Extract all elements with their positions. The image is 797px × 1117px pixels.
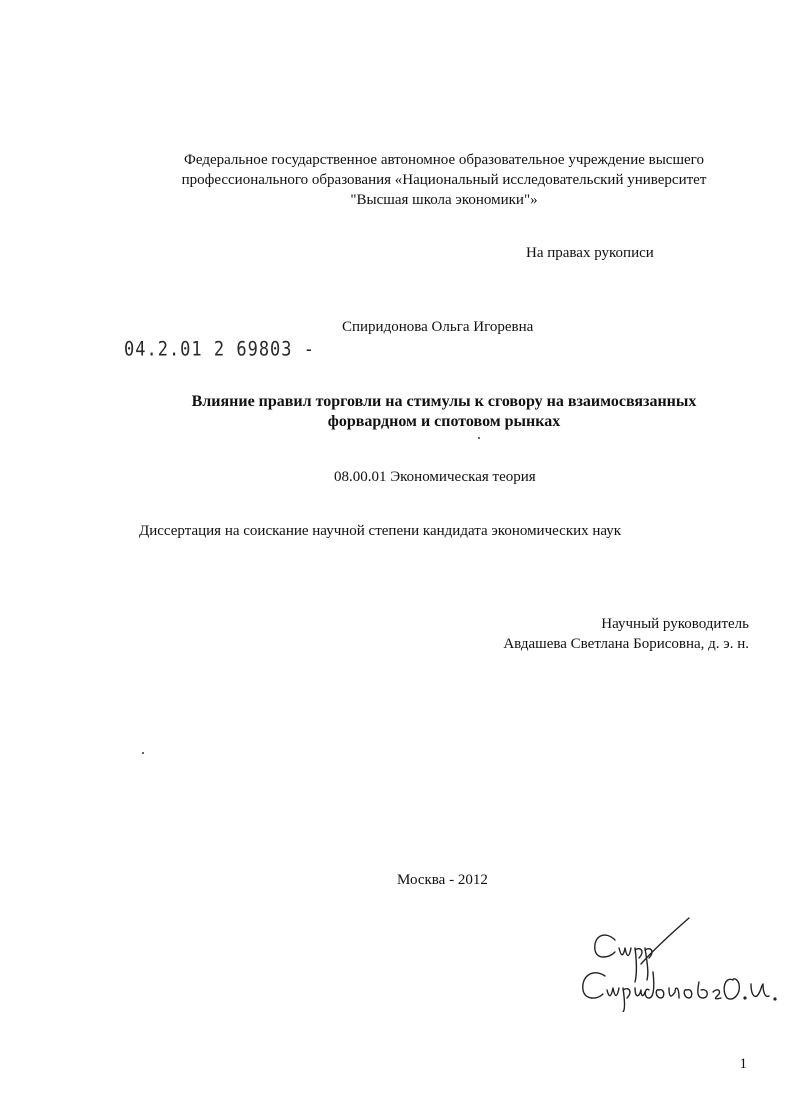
institution-line-1: Федеральное государственное автономное образовательное учреждение высшего (184, 152, 704, 168)
supervisor-label: Научный руководитель (601, 616, 749, 632)
author-name: Спиридонова Ольга Игоревна (342, 319, 534, 335)
supervisor-block (503, 614, 749, 654)
institution-line-2: профессионального образования «Национальный исследовательский университет (181, 172, 707, 188)
registration-stamp: 04.2.01 2 69803 - (124, 338, 315, 361)
title-line-2: форвардном и спотовом рынках (327, 413, 561, 430)
degree-statement: Диссертация на соискание научной степени кандидата экономических наук (139, 523, 622, 539)
scan-speck (478, 437, 480, 439)
institution-line-3: "Высшая школа экономики"» (350, 192, 538, 208)
manuscript-note: На правах рукописи (526, 245, 654, 261)
institution-header (130, 150, 758, 210)
handwritten-signature (575, 912, 795, 1012)
title-line-1: Влияние правил торговли на стимулы к сговору на взаимосвязанных (191, 393, 697, 410)
dissertation-title (130, 392, 758, 432)
supervisor-name: Авдашева Светлана Борисовна, д. э. н. (503, 636, 749, 652)
scan-speck (142, 752, 144, 754)
specialty: 08.00.01 Экономическая теория (334, 469, 536, 485)
page-number: 1 (739, 1056, 747, 1072)
city-year: Москва - 2012 (397, 872, 488, 888)
